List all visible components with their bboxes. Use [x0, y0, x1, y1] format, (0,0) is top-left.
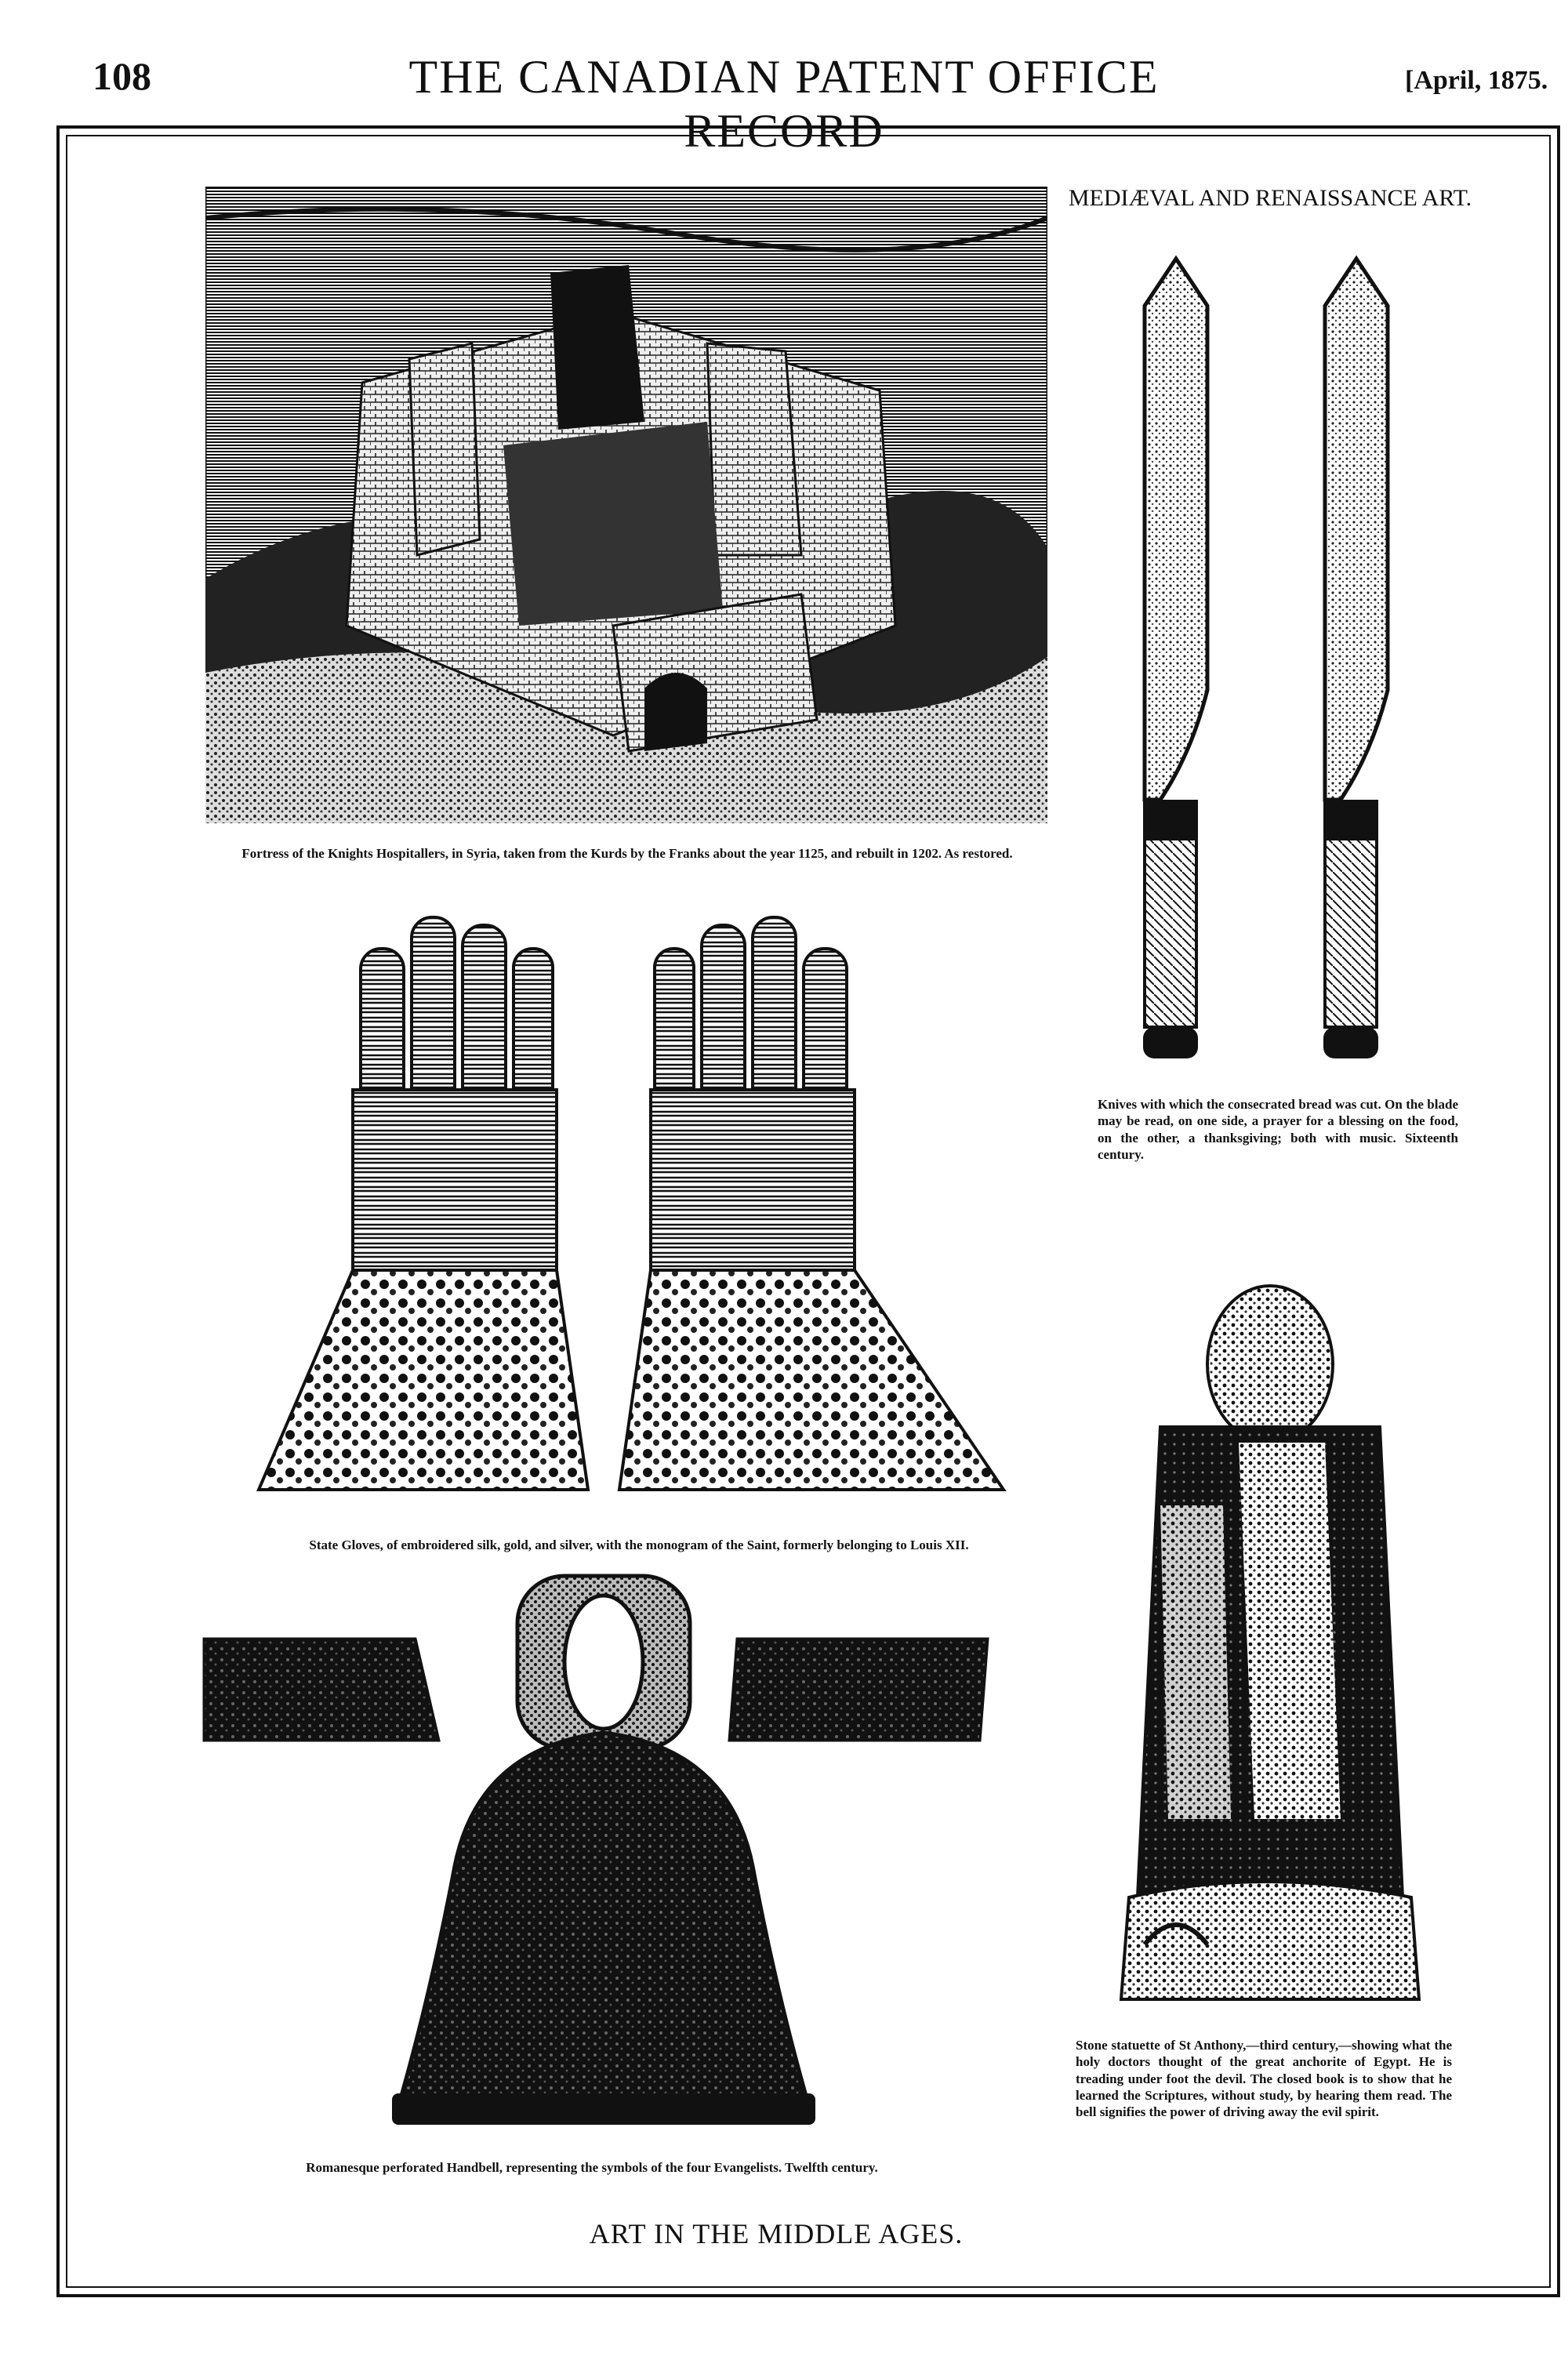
- fortress-engraving: [205, 187, 1047, 823]
- statue-caption: Stone statuette of St Anthony,—third century,—showing what the holy doctors thought of the great anchorite of Egypt. He is treading under foot the devil. The closed book is to show that he learned the Scriptures, without study, by hearing them read. The bell signifies the power of driving away the evil spirit.: [1076, 2038, 1452, 2119]
- gloves-caption: State Gloves, of embroidered silk, gold, and silver, with the monogram of the Saint, formerly belonging to Louis XII.: [309, 1538, 969, 1552]
- knives-caption: Knives with which the consecrated bread was cut. On the blade may be read, on one side, a prayer for a blessing on the food, on the other, a thanksgiving; both with music. Sixteenth century.: [1098, 1097, 1458, 1162]
- plate-title: ART IN THE MIDDLE AGES.: [589, 2218, 964, 2249]
- fortress-caption: Fortress of the Knights Hospitallers, in Syria, taken from the Kurds by the Franks about the year 1125, and rebuilt in 1202. As restored.: [241, 846, 1013, 861]
- handbell-caption: Romanesque perforated Handbell, representing the symbols of the four Evangelists. Twelfth century.: [306, 2160, 878, 2175]
- journal-title: THE CANADIAN PATENT OFFICE RECORD: [408, 51, 1160, 157]
- handbell-engraving: [196, 1568, 1027, 2148]
- section-heading: MEDIÆVAL AND RENAISSANCE ART.: [1068, 185, 1472, 211]
- page-number: 108: [93, 54, 151, 98]
- issue-date: [April, 1875.: [1405, 66, 1548, 95]
- knives-engraving: [1098, 251, 1443, 1074]
- gloves-engraving: [227, 902, 1035, 1521]
- statue-engraving: [1066, 1270, 1458, 2023]
